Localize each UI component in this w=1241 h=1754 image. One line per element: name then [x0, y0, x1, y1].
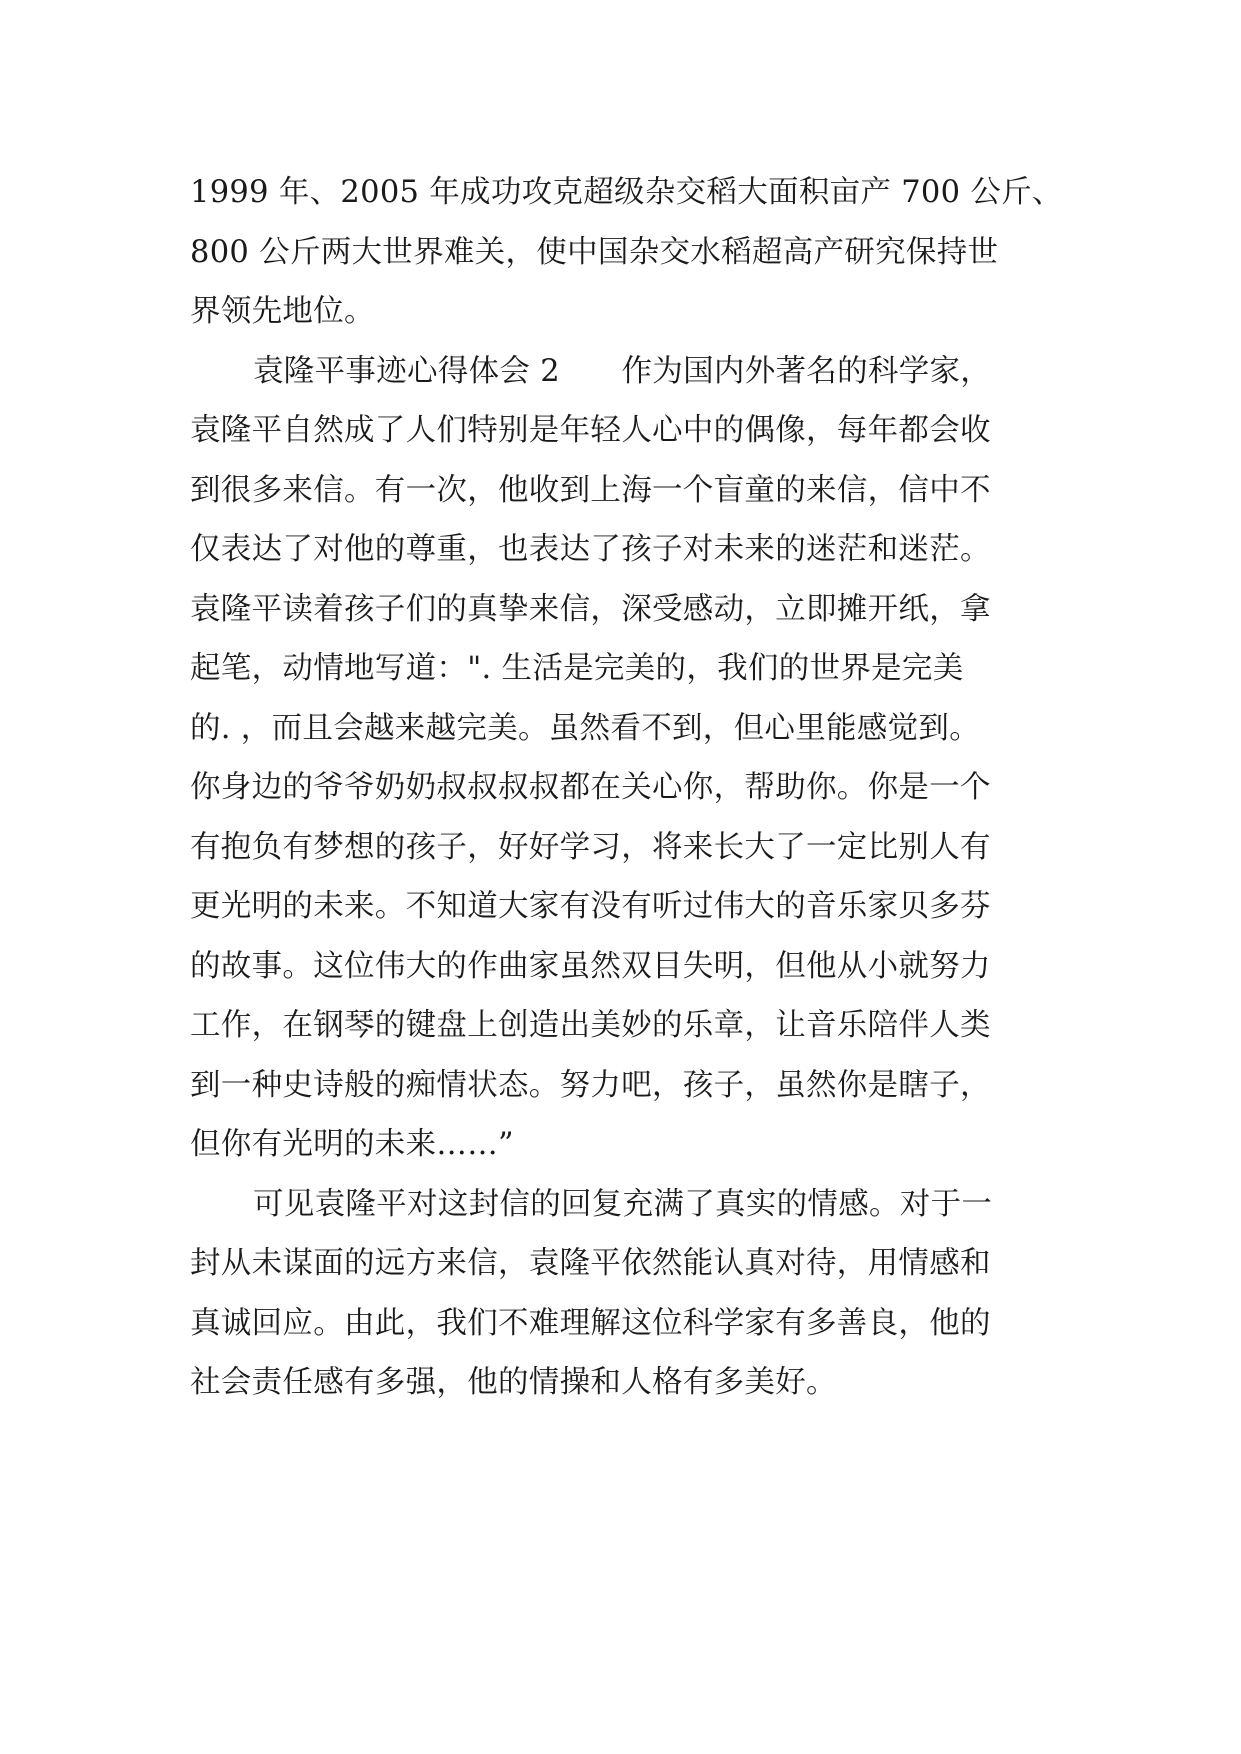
text-line: 仅表达了对他的尊重，也表达了孩子对未来的迷茫和迷茫。: [190, 532, 991, 567]
text-line: 社会责任感有多强，他的情操和人格有多美好。: [190, 1365, 837, 1400]
text-line: 起笔，动情地写道：". 生活是完美的，我们的世界是完美: [190, 651, 964, 686]
paragraph-2: [190, 342, 1075, 1175]
paragraph-3: [190, 1175, 1075, 1413]
text-line: 真诚回应。由此，我们不难理解这位科学家有多善良，他的: [190, 1305, 991, 1341]
text-line: 你身边的爷爷奶奶叔叔叔叔都在关心你，帮助你。你是一个: [190, 770, 991, 805]
text-line: 可见袁隆平对这封信的回复充满了真实的情感。对于一: [253, 1186, 993, 1222]
text-line: 的故事。这位伟大的作曲家虽然双目失明，但他从小就努力: [190, 948, 991, 984]
text-line: 封从未谋面的远方来信，袁隆平依然能认真对待，用情感和: [190, 1246, 991, 1281]
text-line: 袁隆平事迹心得体会 2 作为国内外著名的科学家，: [253, 353, 992, 389]
text-line: 但你有光明的未来……”: [190, 1127, 514, 1162]
text-line: 袁隆平自然成了人们特别是年轻人心中的偶像，每年都会收: [190, 413, 991, 448]
text-line: 界领先地位。: [190, 294, 375, 329]
text-line: 到很多来信。有一次，他收到上海一个盲童的来信，信中不: [190, 472, 991, 508]
document-body: [190, 163, 1075, 1413]
text-line: 更光明的未来。不知道大家有没有听过伟大的音乐家贝多芬: [190, 889, 991, 924]
text-line: 袁隆平读着孩子们的真挚来信，深受感动，立即摊开纸，拿: [190, 591, 991, 627]
text-line: 的. ，而且会越来越完美。虽然看不到，但心里能感觉到。: [190, 710, 980, 746]
text-line: 工作，在钢琴的键盘上创造出美妙的乐章，让音乐陪伴人类: [190, 1008, 991, 1043]
text-line: 1999 年、2005 年成功攻克超级杂交稻大面积亩产 700 公斤、: [190, 175, 1063, 210]
text-line: 800 公斤两大世界难关，使中国杂交水稻超高产研究保持世: [190, 234, 999, 270]
text-line: 到一种史诗般的痴情状态。努力吧，孩子，虽然你是瞎子，: [190, 1067, 991, 1103]
text-line: 有抱负有梦想的孩子，好好学习，将来长大了一定比别人有: [190, 829, 991, 865]
paragraph-1: [190, 163, 1075, 342]
